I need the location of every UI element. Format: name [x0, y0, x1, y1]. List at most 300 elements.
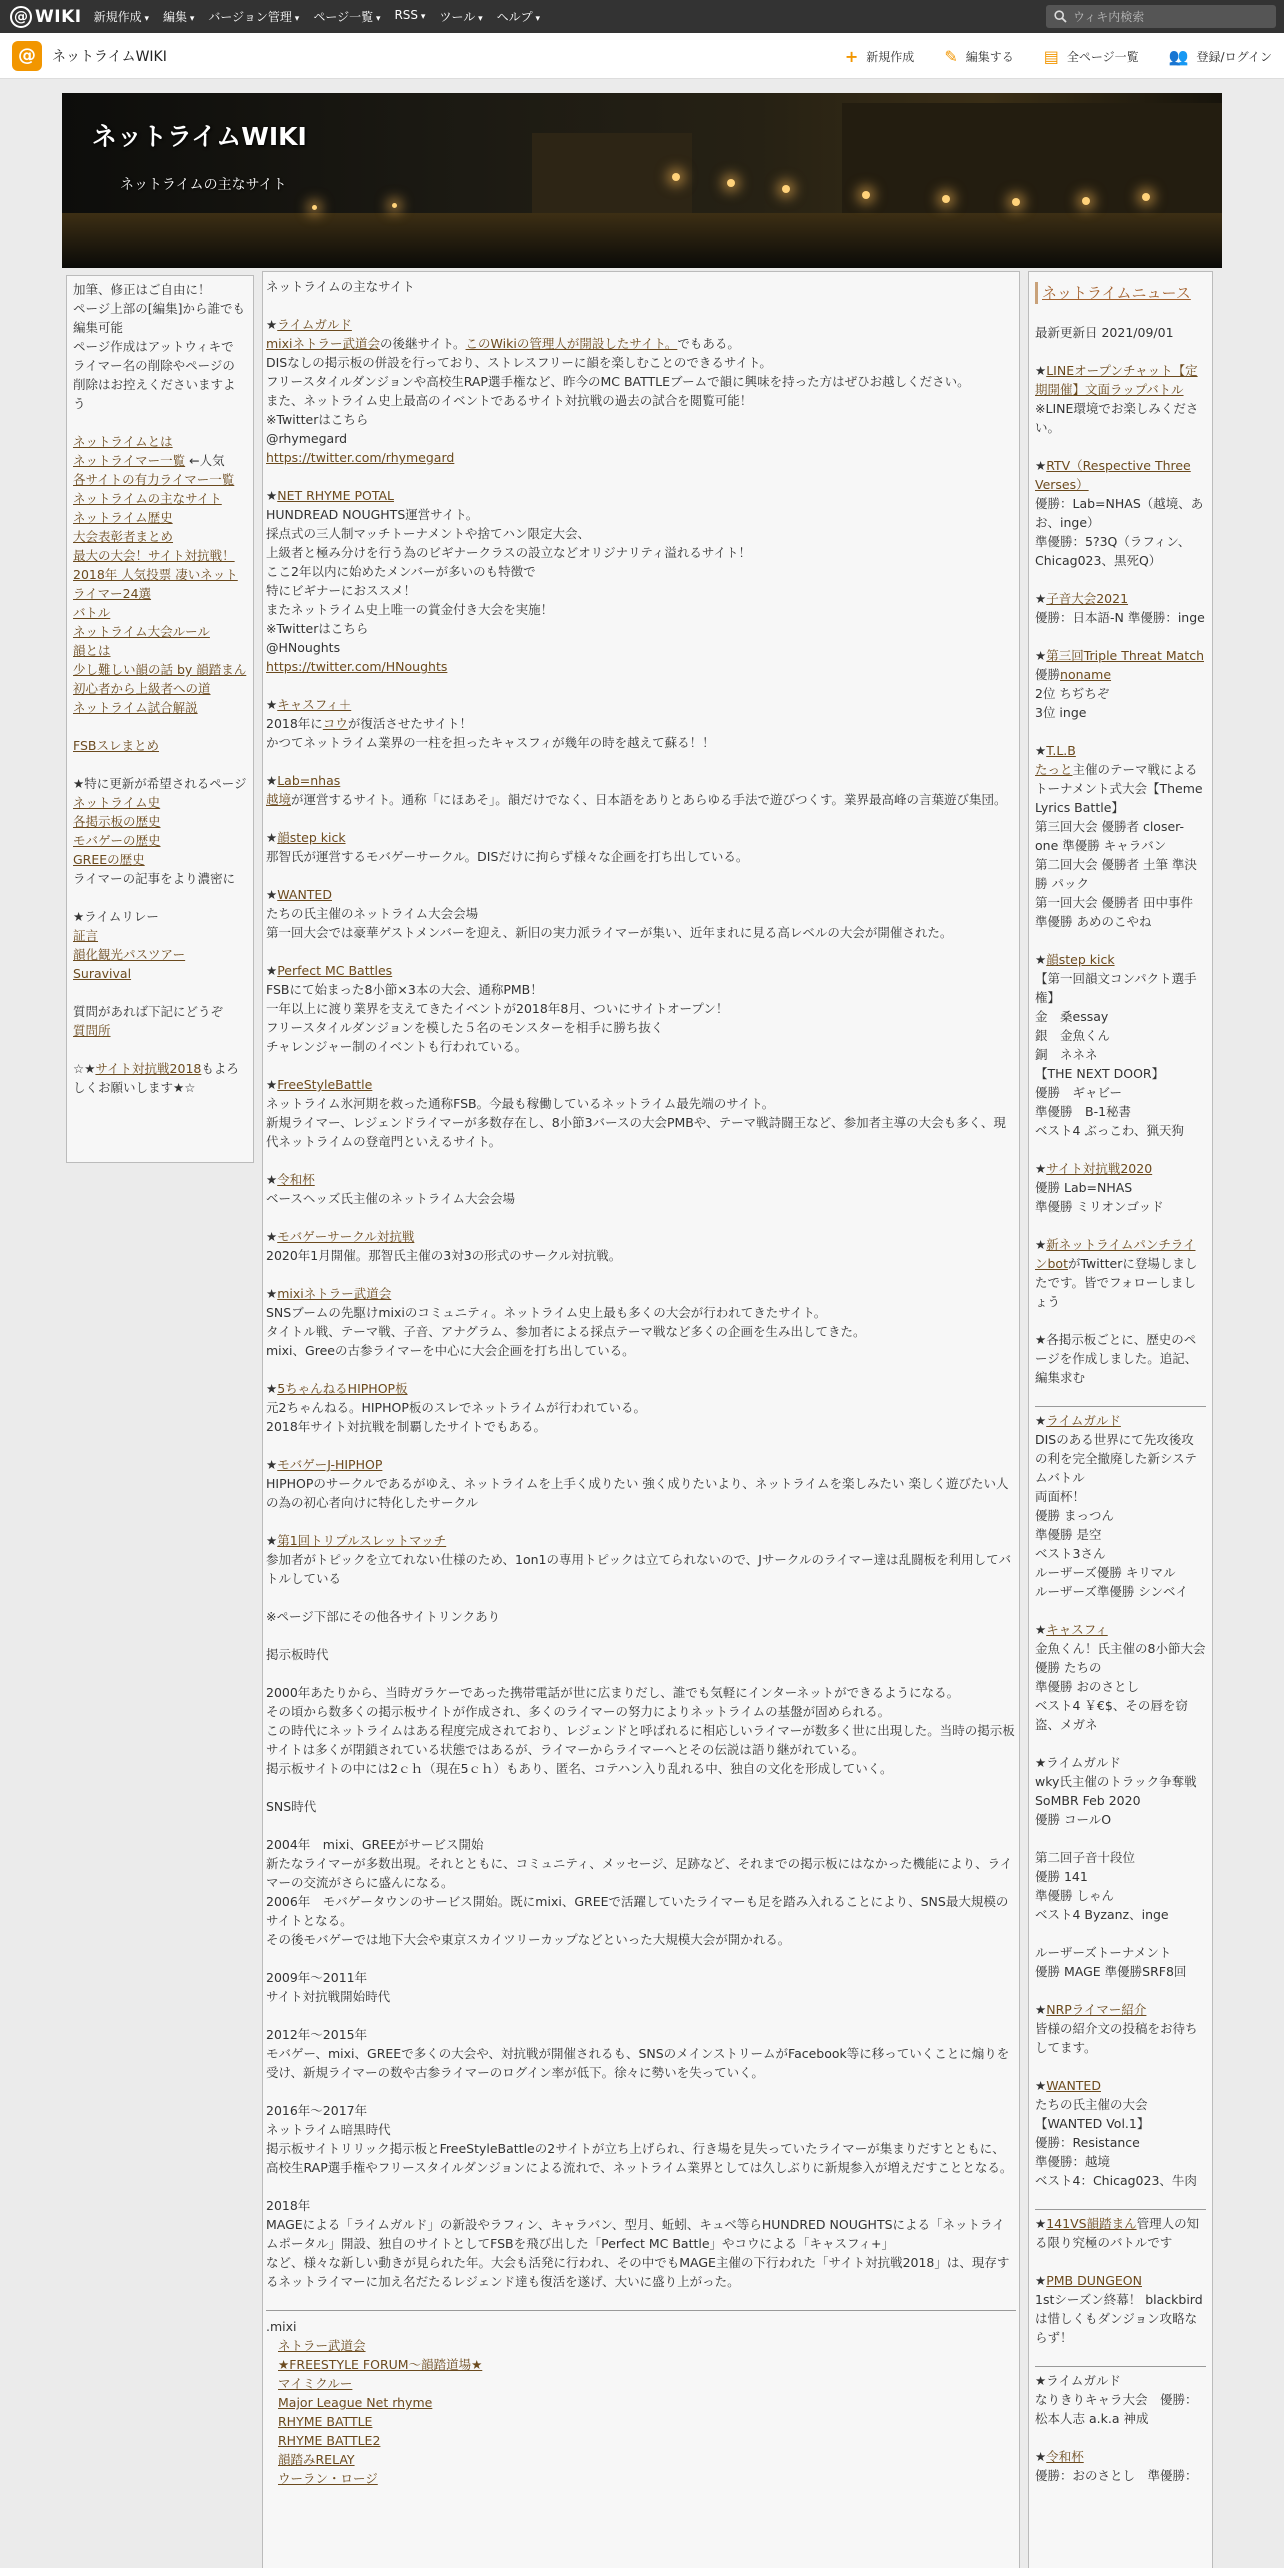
inline-link[interactable]: サイト対抗戦2020 [1046, 1161, 1153, 1176]
intro-line: ページ上部の[編集]から誰でも編集可能 [73, 301, 246, 335]
inline-link[interactable]: 韻step kick [1046, 952, 1115, 967]
sidebar-nav-link[interactable]: ネットライムの主なサイト [73, 491, 222, 506]
site-heading [266, 1531, 1016, 1550]
text-line [1035, 1867, 1206, 1886]
sidebar-nav-item [73, 451, 247, 470]
header-action-3[interactable] [1044, 47, 1139, 66]
inline-link[interactable]: LINEオープンチャット【定期開催】文面ラップバトル [1035, 363, 1198, 397]
history-line: 掲示板サイトリリック掲示板とFreeStyleBattleの2サイトが立ち上げられ、行き場を見失っていたライマーが集まりだすとともに、高校生RAP選手権やフリースタイルダンジョンによる流れで、ネットライム業界としては久しぶりに新規参入が増えだすこととなる。 [266, 2141, 1013, 2175]
relay-item [73, 964, 247, 983]
question-text: 質問があれば下記にどうぞ [73, 1004, 224, 1019]
banner-subtitle: ネットライムの主なサイト [120, 177, 287, 193]
top-menu-item[interactable]: 新規作成 ▾ [94, 8, 149, 25]
inline-link[interactable]: https://twitter.com/HNoughts [266, 659, 448, 674]
inline-link[interactable]: たっと [1035, 762, 1073, 777]
text-line [266, 999, 1016, 1018]
history-block [266, 2196, 1016, 2291]
site-link[interactable]: mixiネトラー武道会 [277, 1286, 392, 1301]
sidebar-nav-item [73, 489, 247, 508]
wanted-link[interactable]: ネットライム史 [73, 795, 161, 810]
site-entry [266, 828, 1016, 866]
star-icon: ★ [266, 773, 278, 788]
history-block [266, 1683, 1016, 1778]
text-line [266, 372, 1016, 391]
inline-text: mixi、Greeの古参ライマーを中心に大会企画を打ち出している。 [266, 1343, 635, 1358]
inline-text: 準優勝 ミリオンゴッド [1035, 1199, 1164, 1214]
inline-text: ベスト4 ぶっこわ、猟天狗 [1035, 1123, 1184, 1138]
text-line [1035, 1045, 1206, 1064]
page-title: ネットライムの主なサイト [266, 279, 415, 294]
intro-line: ライマー名の削除やページの削除はお控えくださいますよう [73, 358, 236, 411]
text-line [1035, 1064, 1206, 1083]
inline-text: が復活させたサイト！ [347, 716, 472, 731]
site-entry [266, 961, 1016, 1056]
sidebar-nav-link[interactable]: ネットライム歴史 [73, 510, 173, 525]
fsb-link[interactable]: FSBスレまとめ [73, 738, 159, 753]
inline-text: DISのある世界にて先攻後攻の利を完全撤廃した新システムバトル [1035, 1432, 1197, 1485]
news-item [1035, 1159, 1206, 1216]
news-item [1035, 2000, 1206, 2057]
inline-text: がTwitterに登場しましたです。皆でフォローしましょう [1035, 1256, 1198, 1309]
text-line [266, 1341, 1016, 1360]
wanted-links [73, 793, 247, 869]
atwiki-logo[interactable] [10, 6, 82, 28]
mixi-link[interactable]: RHYME BATTLE [278, 2414, 373, 2429]
inline-text: かつてネットライム業界の一柱を担ったキャスフィが幾年の時を越えて蘇る！！ [266, 735, 715, 750]
sidebar-nav-link[interactable]: 初心者から上級者への道 [73, 681, 211, 696]
inline-text: なりきりキャラ大会 優勝：松本人志 a.k.a 神成 [1035, 2392, 1198, 2426]
inline-text: 銅 ネネネ [1035, 1047, 1098, 1062]
main-content [262, 271, 1020, 2568]
inline-link[interactable]: WANTED [1046, 2078, 1101, 2093]
text-line [266, 923, 1016, 942]
sidebar-nav-item [73, 508, 247, 527]
inline-text: ★ [1035, 1413, 1047, 1428]
text-line [1035, 2114, 1206, 2133]
inline-link[interactable]: キャスフィ [1046, 1622, 1108, 1637]
history-line: サイト対抗戦開始時代 [266, 1989, 391, 2004]
sidebar-nav-item [73, 622, 247, 641]
top-menu-item[interactable]: ヘルプ ▾ [497, 8, 540, 25]
text-line [1035, 608, 1206, 627]
text-line [1035, 1620, 1206, 1639]
relay-link[interactable]: 証言 [73, 928, 99, 943]
text-line [1035, 532, 1206, 570]
inline-link[interactable]: 第三回Triple Threat Match [1046, 648, 1204, 663]
text-line [1035, 1026, 1206, 1045]
star-icon: ★ [266, 1077, 278, 1092]
inline-link[interactable]: NRPライマー紹介 [1046, 2002, 1147, 2017]
inline-text: @HNoughts [266, 640, 341, 655]
wanted-link[interactable]: モバゲーの歴史 [73, 833, 161, 848]
site-list [266, 315, 1016, 1588]
inline-text: 優勝：Resistance [1035, 2135, 1140, 2150]
inline-text: 【THE NEXT DOOR】 [1035, 1066, 1165, 1081]
closing-link[interactable]: サイト対抗戦2018 [95, 1061, 202, 1076]
inline-link[interactable]: RTV（Respective Three Verses） [1035, 458, 1191, 492]
inline-text: DISなしの掲示板の併設を行っており、ストレスフリーに韻を楽しむことのできるサイト。 [266, 355, 772, 370]
top-menu [94, 8, 540, 25]
at-mark-icon: @ [10, 6, 32, 28]
inline-text: 金魚くん！氏主催の8小節大会 [1035, 1641, 1206, 1656]
inline-text: ベスト4 ￥€$、その唇を窃盗、メガネ [1035, 1698, 1188, 1732]
news-item [1035, 1848, 1206, 1924]
relay-link[interactable]: Suravival [73, 966, 132, 981]
inline-text: 優勝 MAGE 準優勝SRF8回 [1035, 1964, 1187, 1979]
inline-text: タイトル戦、テーマ戦、子音、アナグラム、参加者による採点テーマ戦など多くの企画を生み出してきた。 [266, 1324, 866, 1339]
inline-text: FSBにて始まった8小節×3本の大会、通称PMB！ [266, 982, 543, 997]
inline-text: 2018年サイト対抗戦を制覇したサイトでもある。 [266, 1419, 547, 1434]
site-heading [266, 1227, 1016, 1246]
text-line [1035, 494, 1206, 532]
mixi-heading: .mixi [266, 2319, 297, 2334]
inline-text: HUNDREAD NOUGHTS運営サイト。 [266, 507, 479, 522]
history-line: 2006年 モバゲータウンのサービス開始。既にmixi、GREEで活躍していたライマーも足を踏み入れることにより、SNS最大規模のサイトとなる。 [266, 1894, 1009, 1928]
inline-link[interactable]: このWikiの管理人が開設したサイト。 [465, 336, 678, 351]
relay-heading: ★ライムリレー [73, 909, 159, 924]
sidebar-nav-link[interactable]: 最大の大会！サイト対抗戦！ [73, 548, 235, 563]
text-line [1035, 950, 1206, 969]
text-line [1035, 817, 1206, 855]
site-link[interactable]: キャスフィ＋ [277, 697, 352, 712]
text-line [1035, 1178, 1206, 1197]
inline-link[interactable]: T.L.B [1046, 743, 1076, 758]
site-link[interactable]: ライムガルド [277, 317, 352, 332]
news-item [1035, 2271, 1206, 2347]
top-menu-item[interactable]: 編集 ▾ [163, 8, 194, 25]
news-item [1035, 1330, 1206, 1387]
inline-text: 採点式の三人制マッチトーナメントや捨てハン限定大会、 [266, 526, 591, 541]
inline-text: 優勝：おのさとし 準優勝： [1035, 2468, 1198, 2483]
search-input[interactable] [1073, 10, 1263, 24]
text-line [1035, 684, 1206, 703]
history-line: モバゲー、mixi、GREEで多くの大会や、対抗戦が開催されるも、SNSのメインストリームがFacebook等に移っていくことに煽りを受け、新規ライマーの数や古参ライマーのログイン率が低下。徐々に勢いを失っていく。 [266, 2046, 1010, 2080]
mixi-item [266, 2469, 1016, 2488]
mixi-link[interactable]: ★FREESTYLE FORUM～韻踏道場★ [278, 2357, 483, 2372]
inline-link[interactable]: 令和杯 [1046, 2449, 1084, 2464]
history-block [266, 1968, 1016, 2006]
inline-link[interactable]: ライムガルド [1046, 1413, 1121, 1428]
sidebar-nav-item [73, 470, 247, 489]
inline-link[interactable]: PMB DUNGEON [1046, 2273, 1142, 2288]
text-line [1035, 1639, 1206, 1658]
inline-text: また、ネットライム史上最高のイベントであるサイト対抗戦の過去の試合を閲覧可能！ [266, 393, 753, 408]
global-toolbar [0, 0, 1284, 33]
sidebar-nav-link[interactable]: 2018年 人気投票 凄いネットライマー24選 [73, 567, 238, 601]
sidebar-nav-link[interactable]: ネットライマー一覧 [73, 453, 186, 468]
inline-text: 優勝 コールO [1035, 1812, 1112, 1827]
history-line: 2012年～2015年 [266, 2027, 368, 2042]
history-line: その後モバゲーでは地下大会や東京スカイツリーカップなどといった大規模大会が開かれる。 [266, 1932, 791, 1947]
inline-text: 準優勝：5?3Q（ラフィン、Chicag023、黒死Q） [1035, 534, 1191, 568]
news-item [1035, 741, 1206, 931]
inline-text: 第二回子音十段位 [1035, 1850, 1136, 1865]
inline-text: 3位 inge [1035, 705, 1087, 720]
text-line [1035, 1943, 1206, 1962]
mixi-item [266, 2336, 1016, 2355]
inline-text: SNSブームの先駆けmixiのコミュニティ。ネットライム史上最も多くの大会が行われてきたサイト。 [266, 1305, 827, 1320]
text-line [1035, 361, 1206, 399]
plus-icon: + [844, 46, 859, 66]
wanted-link[interactable]: 各掲示板の歴史 [73, 814, 161, 829]
text-line [1035, 2095, 1206, 2114]
text-line [1035, 2076, 1206, 2095]
site-entry [266, 1531, 1016, 1588]
inline-link[interactable]: コウ [322, 716, 348, 731]
mixi-item [266, 2431, 1016, 2450]
news-item [1035, 1943, 1206, 1981]
inline-text: 準優勝 しゃん [1035, 1888, 1114, 1903]
history-line: 2018年 [266, 2198, 311, 2213]
text-line [1035, 741, 1206, 760]
site-link[interactable]: モバゲーJ-HIPHOP [277, 1457, 383, 1472]
header-action-label: 全ページ一覧 [1066, 49, 1139, 64]
news-item [1035, 2076, 1206, 2190]
sidebar-nav-link[interactable]: バトル [73, 605, 111, 620]
mixi-link[interactable]: ネトラー武道会 [278, 2338, 366, 2353]
site-entry [266, 486, 1016, 676]
star-icon: ★ [266, 317, 278, 332]
inline-text: ルーザーズ優勝 キリマル [1035, 1565, 1176, 1580]
text-line [1035, 1411, 1206, 1430]
mixi-link[interactable]: RHYME BATTLE2 [278, 2433, 381, 2448]
inline-text: 1stシーズン終幕！ blackbird は惜しくもダンジョン攻略ならず！ [1035, 2292, 1203, 2345]
history-line: ネットライム暗黒時代 [266, 2122, 391, 2137]
text-line [266, 1094, 1016, 1113]
left-sidebar [66, 275, 254, 1163]
wanted-link[interactable]: GREEの歴史 [73, 852, 145, 867]
site-heading [266, 695, 1016, 714]
text-line [1035, 1848, 1206, 1867]
text-line [266, 1398, 1016, 1417]
inline-text: @rhymegard [266, 431, 348, 446]
text-line [1035, 1330, 1206, 1387]
site-entry [266, 1227, 1016, 1265]
inline-text: 優勝 [1035, 667, 1061, 682]
text-line [266, 1246, 1016, 1265]
site-entry [266, 771, 1016, 809]
sidebar-nav-link[interactable]: 少し難しい韻の話 by 韻踏まん [73, 662, 247, 677]
atwiki-logo-text: WIKI [35, 6, 82, 27]
site-name[interactable]: ネットライムWIKI [52, 48, 167, 65]
text-line [266, 1037, 1016, 1056]
sidebar-nav-item [73, 546, 247, 565]
inline-text: たちの氏主催のネットライム大会会場 [266, 906, 479, 921]
question-link[interactable]: 質問所 [73, 1023, 111, 1038]
mixi-link[interactable]: マイミクルー [278, 2376, 353, 2391]
wanted-item [73, 831, 247, 850]
text-line [266, 562, 1016, 581]
header-action-1[interactable] [845, 47, 914, 66]
sidebar-nav-item [73, 603, 247, 622]
inline-text: ベスト3さん [1035, 1546, 1106, 1561]
divider [266, 2310, 1016, 2311]
wanted-item [73, 850, 247, 869]
text-line [266, 1303, 1016, 1322]
mixi-link[interactable]: 韻踏みRELAY [278, 2452, 355, 2467]
top-menu-item[interactable]: バージョン管理 ▾ [208, 8, 299, 25]
sidebar-nav-link[interactable]: ネットライム試合解説 [73, 700, 198, 715]
wanted-item [73, 793, 247, 812]
text-line [266, 353, 1016, 372]
banner-title: ネットライムWIKI [92, 122, 307, 151]
mixi-item [266, 2450, 1016, 2469]
history-block [266, 1645, 1016, 1664]
text-line [266, 581, 1016, 600]
site-link[interactable]: 5ちゃんねるHIPHOP板 [277, 1381, 408, 1396]
text-line [1035, 456, 1206, 494]
sidebar-intro [73, 280, 247, 413]
text-line [1035, 893, 1206, 931]
site-heading [266, 315, 1016, 334]
inline-link[interactable]: mixiネトラー武道会 [266, 336, 381, 351]
text-line [1035, 1905, 1206, 1924]
top-menu-item[interactable]: ツール ▾ [439, 8, 482, 25]
inline-text: 特にビギナーにおススメ！ [266, 583, 417, 598]
history-line: 2016年～2017年 [266, 2103, 368, 2118]
text-line [1035, 2271, 1206, 2290]
inline-text: フリースタイルダンジョンや高校生RAP選手権など、昨今のMC BATTLEブームで韻に興味を持った方はぜひお越しください。 [266, 374, 970, 389]
text-line [266, 657, 1016, 676]
inline-text: 管理人の知る限り究極のバトルです [1035, 2216, 1200, 2250]
site-entry [266, 1455, 1016, 1512]
site-link[interactable]: WANTED [277, 887, 332, 902]
site-logo-icon[interactable]: @ [12, 41, 42, 71]
sidebar-nav-link[interactable]: ネットライムとは [73, 434, 173, 449]
text-line [1035, 1102, 1206, 1121]
text-line [1035, 1696, 1206, 1734]
site-entry [266, 1284, 1016, 1360]
text-line [1035, 2152, 1206, 2171]
site-link[interactable]: FreeStyleBattle [277, 1077, 373, 1092]
site-heading [266, 885, 1016, 904]
inline-text: 【第一回韻文コンパクト選手権】 [1035, 971, 1197, 1005]
inline-text: 優勝 141 [1035, 1869, 1088, 1884]
news-item [1035, 589, 1206, 627]
text-line [1035, 703, 1206, 722]
star-icon: ★ [266, 1381, 278, 1396]
text-line [1035, 2214, 1206, 2252]
site-heading [266, 1379, 1016, 1398]
inline-text: ★各掲示板ごとに、歴史のページを作成しました。追記、編集求む [1035, 1332, 1198, 1385]
mixi-link[interactable]: Major League Net rhyme [278, 2395, 433, 2410]
inline-link[interactable]: 越境 [266, 792, 292, 807]
top-menu-item[interactable]: RSS ▾ [394, 8, 425, 25]
text-line [1035, 1487, 1206, 1506]
site-heading [266, 1075, 1016, 1094]
inline-link[interactable]: https://twitter.com/rhymegard [266, 450, 455, 465]
text-line [1035, 760, 1206, 817]
site-entry [266, 695, 1016, 752]
news-items-4 [1035, 2371, 1206, 2485]
mixi-item [266, 2412, 1016, 2431]
text-line [266, 638, 1016, 657]
text-line [1035, 2371, 1206, 2390]
news-item [1035, 361, 1206, 437]
news-item [1035, 1620, 1206, 1734]
inline-text: 皆様の紹介文の投稿をお待ちしてます。 [1035, 2021, 1198, 2055]
news-items-2 [1035, 1411, 1206, 2190]
site-link[interactable]: Lab=nhas [277, 773, 341, 788]
history-section [266, 1645, 1016, 2291]
site-link[interactable]: NET RHYME POTAL [277, 488, 395, 503]
text-line [266, 1417, 1016, 1436]
inline-text: ★ [1035, 2216, 1047, 2231]
inline-text: 優勝：日本語-N 準優勝：inge [1035, 610, 1205, 625]
sidebar-nav-link[interactable]: ネットライム大会ルール [73, 624, 210, 639]
inline-text: 第二回大会 優勝者 土筆 準決勝 パック [1035, 857, 1197, 891]
sidebar-nav-link[interactable]: 大会表彰者まとめ [73, 529, 174, 544]
header-action-4[interactable] [1169, 47, 1272, 66]
mixi-link[interactable]: ウーラン・ロージ [278, 2471, 378, 2486]
intro-line: ページ作成はアットウィキで [73, 339, 234, 354]
text-line [1035, 1962, 1206, 1981]
wiki-search[interactable] [1046, 5, 1276, 28]
inline-text: ★ [1035, 591, 1047, 606]
site-entry [266, 1075, 1016, 1151]
inline-text: 準優勝：越境 [1035, 2154, 1111, 2169]
site-link[interactable]: 韻step kick [277, 830, 346, 845]
news-item [1035, 1411, 1206, 1601]
news-updated: 最新更新日 2021/09/01 [1035, 325, 1174, 340]
top-menu-item[interactable]: ページ一覧 ▾ [313, 8, 380, 25]
star-icon: ★ [266, 697, 278, 712]
inline-text: ★ [1035, 458, 1047, 473]
inline-link[interactable]: 子音大会2021 [1046, 591, 1129, 606]
inline-link[interactable]: noname [1060, 667, 1112, 682]
text-line [266, 1474, 1016, 1512]
site-entry [266, 315, 1016, 467]
sidebar-nav-link[interactable]: 各サイトの有力ライマー一覧 [73, 472, 235, 487]
site-link[interactable]: Perfect MC Battles [277, 963, 393, 978]
text-line [1035, 1430, 1206, 1487]
relay-link[interactable]: 韻化観光パスツアー [73, 947, 186, 962]
sidebar-nav-link[interactable]: 韻とは [73, 643, 111, 658]
text-line [1035, 855, 1206, 893]
text-line [266, 980, 1016, 999]
text-line [266, 1018, 1016, 1037]
text-line [1035, 1658, 1206, 1677]
header-action-2[interactable] [944, 47, 1013, 66]
star-icon: ★ [266, 963, 278, 978]
news-title[interactable]: ネットライムニュース [1035, 282, 1206, 304]
news-item [1035, 2447, 1206, 2485]
site-entry [266, 1170, 1016, 1208]
news-item [1035, 646, 1206, 722]
text-line [266, 733, 1016, 752]
inline-text: 両面杯！ [1035, 1489, 1086, 1504]
sidebar-nav-item [73, 527, 247, 546]
inline-link[interactable]: 新ネットライムパンチラインbot [1035, 1237, 1196, 1271]
inline-text: HIPHOPのサークルであるがゆえ、ネットライムを上手く成りたい 強く成りたいより、ネットライムを楽しみたい 楽しく遊びたい人の為の初心者向けに特化したサークル [266, 1476, 1009, 1510]
inline-link[interactable]: 141VS韻踏まん [1046, 2216, 1137, 2231]
site-link[interactable]: 令和杯 [277, 1172, 315, 1187]
intro-line: 加筆、修正はご自由に！ [73, 282, 211, 297]
text-line [1035, 1772, 1206, 1810]
sidebar-nav-item [73, 565, 247, 603]
text-line [266, 904, 1016, 923]
sidebar-nav-links [73, 432, 247, 717]
text-line [266, 429, 1016, 448]
divider [1035, 1406, 1206, 1407]
news-items-3 [1035, 2214, 1206, 2347]
site-link[interactable]: 第1回トリプルスレットマッチ [277, 1533, 447, 1548]
site-link[interactable]: モバゲーサークル対抗戦 [277, 1229, 415, 1244]
inline-text: ★ [1035, 2449, 1047, 2464]
inline-text: wky氏主催のトラック争奪戦SoMBR Feb 2020 [1035, 1774, 1197, 1808]
sidebar-nav-item [73, 432, 247, 451]
inline-text: ★ [1035, 952, 1047, 967]
